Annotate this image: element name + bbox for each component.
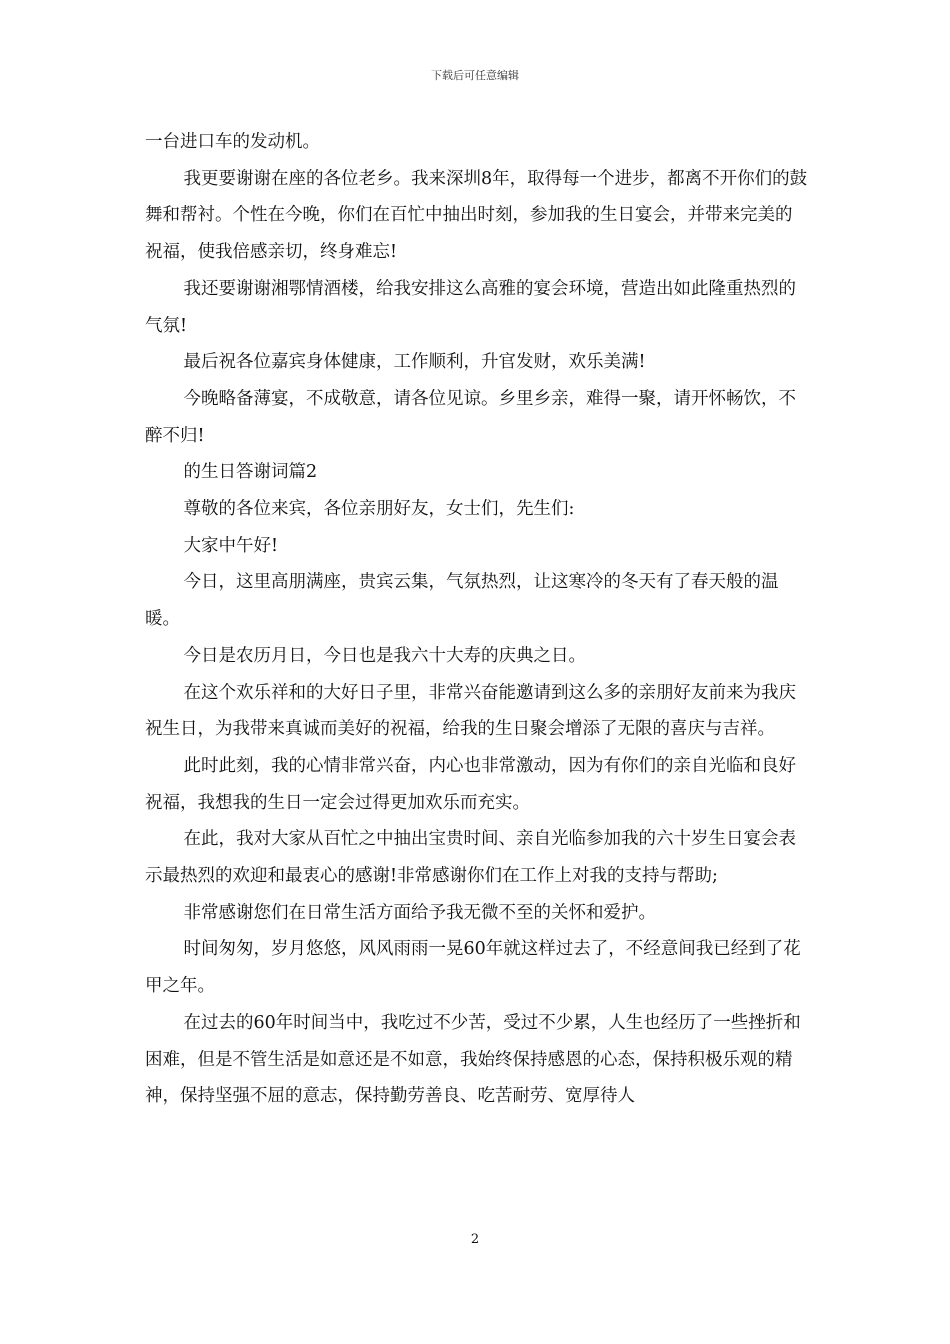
paragraph: 我更要谢谢在座的各位老乡。我来深圳8年，取得每一个进步，都离不开你们的鼓舞和帮衬。个性在今晚，你们在百忙中抽出时刻，参加我的生日宴会，并带来完美的祝福，使我倍感亲切，终身难忘! [145, 168, 808, 263]
paragraph: 时间匆匆，岁月悠悠，风风雨雨一晃60年就这样过去了，不经意间我已经到了花甲之年。 [145, 939, 801, 997]
paragraph: 在此，我对大家从百忙之中抽出宝贵时间、亲自光临参加我的六十岁生日宴会表示最热烈的欢迎和最衷心的感谢!非常感谢你们在工作上对我的支持与帮助; [145, 829, 796, 887]
paragraph: 大家中午好! [183, 535, 279, 556]
paragraph: 在过去的60年时间当中，我吃过不少苦，受过不少累，人生也经历了一些挫折和困难，但是不管生活是如意还是不如意，我始终保持感恩的心态，保持积极乐观的精神，保持坚强不屈的意志，保持勤劳善良、吃苦耐劳、宽厚待人 [145, 1012, 801, 1107]
paragraph: 在这个欢乐祥和的大好日子里，非常兴奋能邀请到这么多的亲朋好友前来为我庆祝生日，为我带来真诚而美好的祝福，给我的生日聚会增添了无限的喜庆与吉祥。 [145, 682, 796, 740]
page-header: 下载后可任意编辑 [431, 69, 519, 82]
document-body [145, 124, 809, 1115]
paragraph: 今晚略备薄宴，不成敬意，请各位见谅。乡里乡亲，难得一聚，请开怀畅饮，不醉不归! [145, 388, 796, 446]
paragraph: 尊敬的各位来宾，各位亲朋好友，女士们，先生们: [183, 499, 575, 520]
paragraph: 此时此刻，我的心情非常兴奋，内心也非常激动，因为有你们的亲自光临和良好祝福，我想我的生日一定会过得更加欢乐而充实。 [145, 755, 796, 813]
paragraph: 最后祝各位嘉宾身体健康，工作顺利，升官发财，欢乐美满! [183, 352, 646, 373]
paragraph: 今日是农历月日，今日也是我六十大寿的庆典之日。 [183, 645, 586, 666]
page-number: 2 [470, 1232, 480, 1247]
paragraph: 一台进口车的发动机。 [145, 132, 320, 152]
paragraph: 我还要谢谢湘鄂情酒楼，给我安排这么高雅的宴会环境，营造出如此隆重热烈的气氛! [145, 278, 796, 336]
paragraph: 今日，这里高朋满座，贵宾云集，气氛热烈，让这寒冷的冬天有了春天般的温暖。 [145, 572, 779, 630]
paragraph: 的生日答谢词篇2 [183, 462, 318, 483]
paragraph: 非常感谢您们在日常生活方面给予我无微不至的关怀和爱护。 [183, 902, 656, 923]
